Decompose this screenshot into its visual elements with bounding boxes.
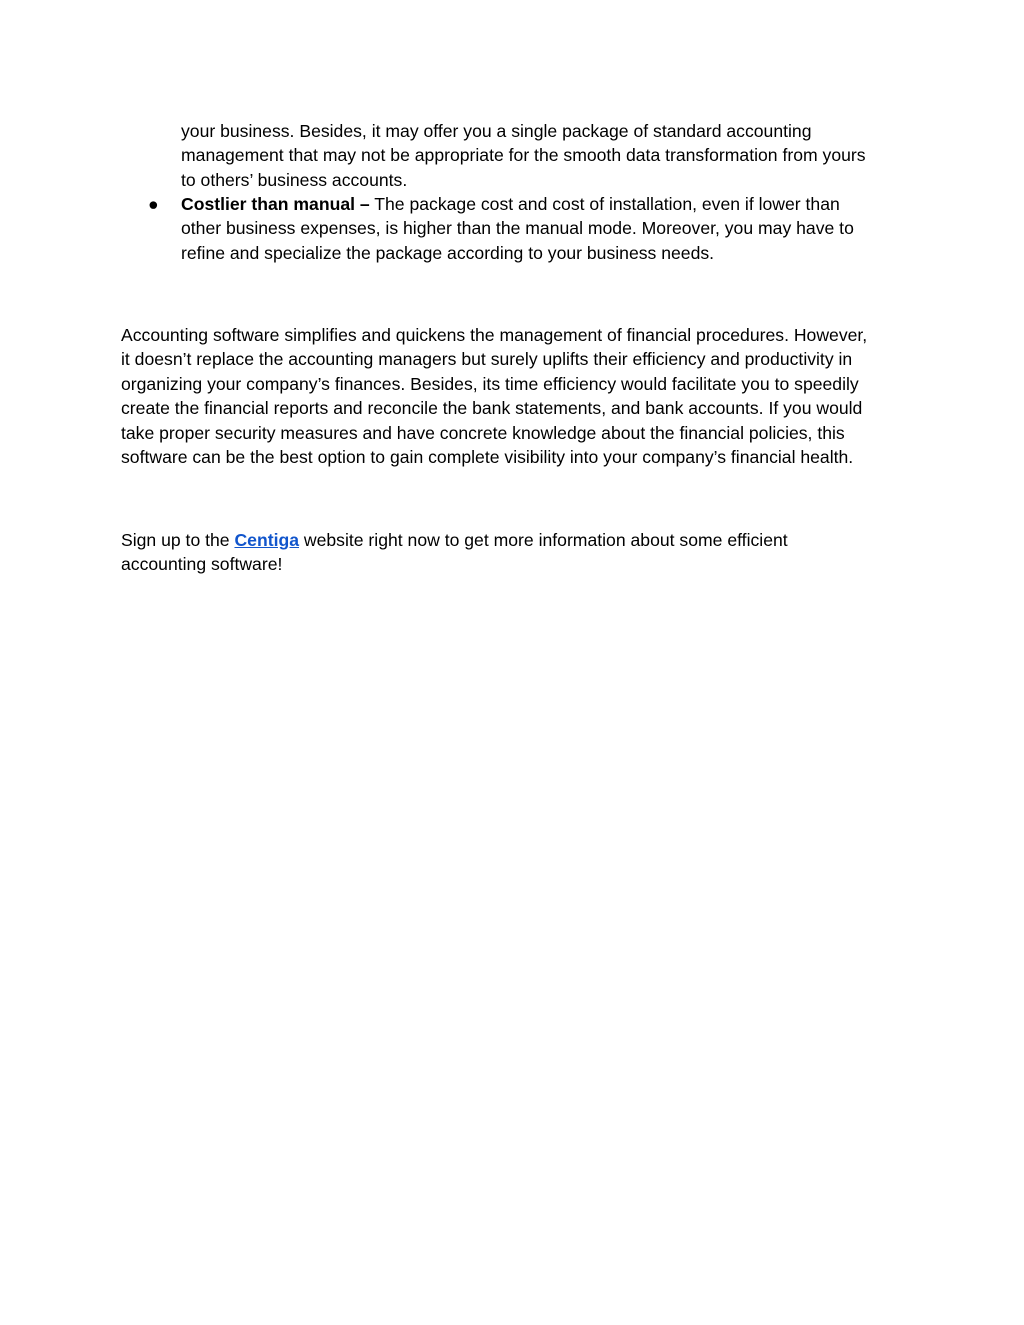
continued-line-1: your business. Besides, it may offer you a single package of standard accounting [181, 121, 812, 141]
signup-text-after: website right now to get more information about some efficient [299, 530, 788, 550]
paragraph-line-2: it doesn’t replace the accounting managers but surely uplifts their efficiency and productivity in [121, 349, 853, 370]
paragraph-line-6: software can be the best option to gain complete visibility into your company’s financial health. [121, 447, 854, 468]
centiga-link[interactable]: Centiga [234, 530, 299, 550]
signup-paragraph [121, 528, 788, 577]
signup-line-2: accounting software! [121, 554, 283, 575]
bullet-heading: Costlier than manual – [181, 194, 370, 214]
bullet-first-line-text: The package cost and cost of installation, even if lower than [369, 194, 840, 214]
paragraph-line-1: Accounting software simplifies and quickens the management of financial procedures. However, [121, 325, 868, 345]
continued-line-2: management that may not be appropriate for the smooth data transformation from yours [181, 145, 866, 166]
bullet-line-3: refine and specialize the package according to your business needs. [181, 242, 715, 263]
bullet-first-line [181, 192, 854, 216]
continued-line-3: to others’ business accounts. [181, 169, 408, 190]
bullet-line-2: other business expenses, is higher than the manual mode. Moreover, you may have to [181, 218, 854, 239]
paragraph-line-3: organizing your company’s finances. Besides, its time efficiency would facilitate you to speedily [121, 373, 859, 394]
bullet-marker: ● [148, 194, 159, 214]
continued-list-item [181, 119, 866, 192]
summary-paragraph [121, 323, 867, 469]
bullet-item-costlier [181, 192, 854, 265]
signup-line-1 [121, 528, 788, 552]
signup-text-before: Sign up to the [121, 530, 235, 550]
paragraph-line-5: take proper security measures and have concrete knowledge about the financial policies, this [121, 422, 845, 443]
paragraph-line-4: create the financial reports and reconcile the bank statements, and bank accounts. If you would [121, 398, 863, 419]
